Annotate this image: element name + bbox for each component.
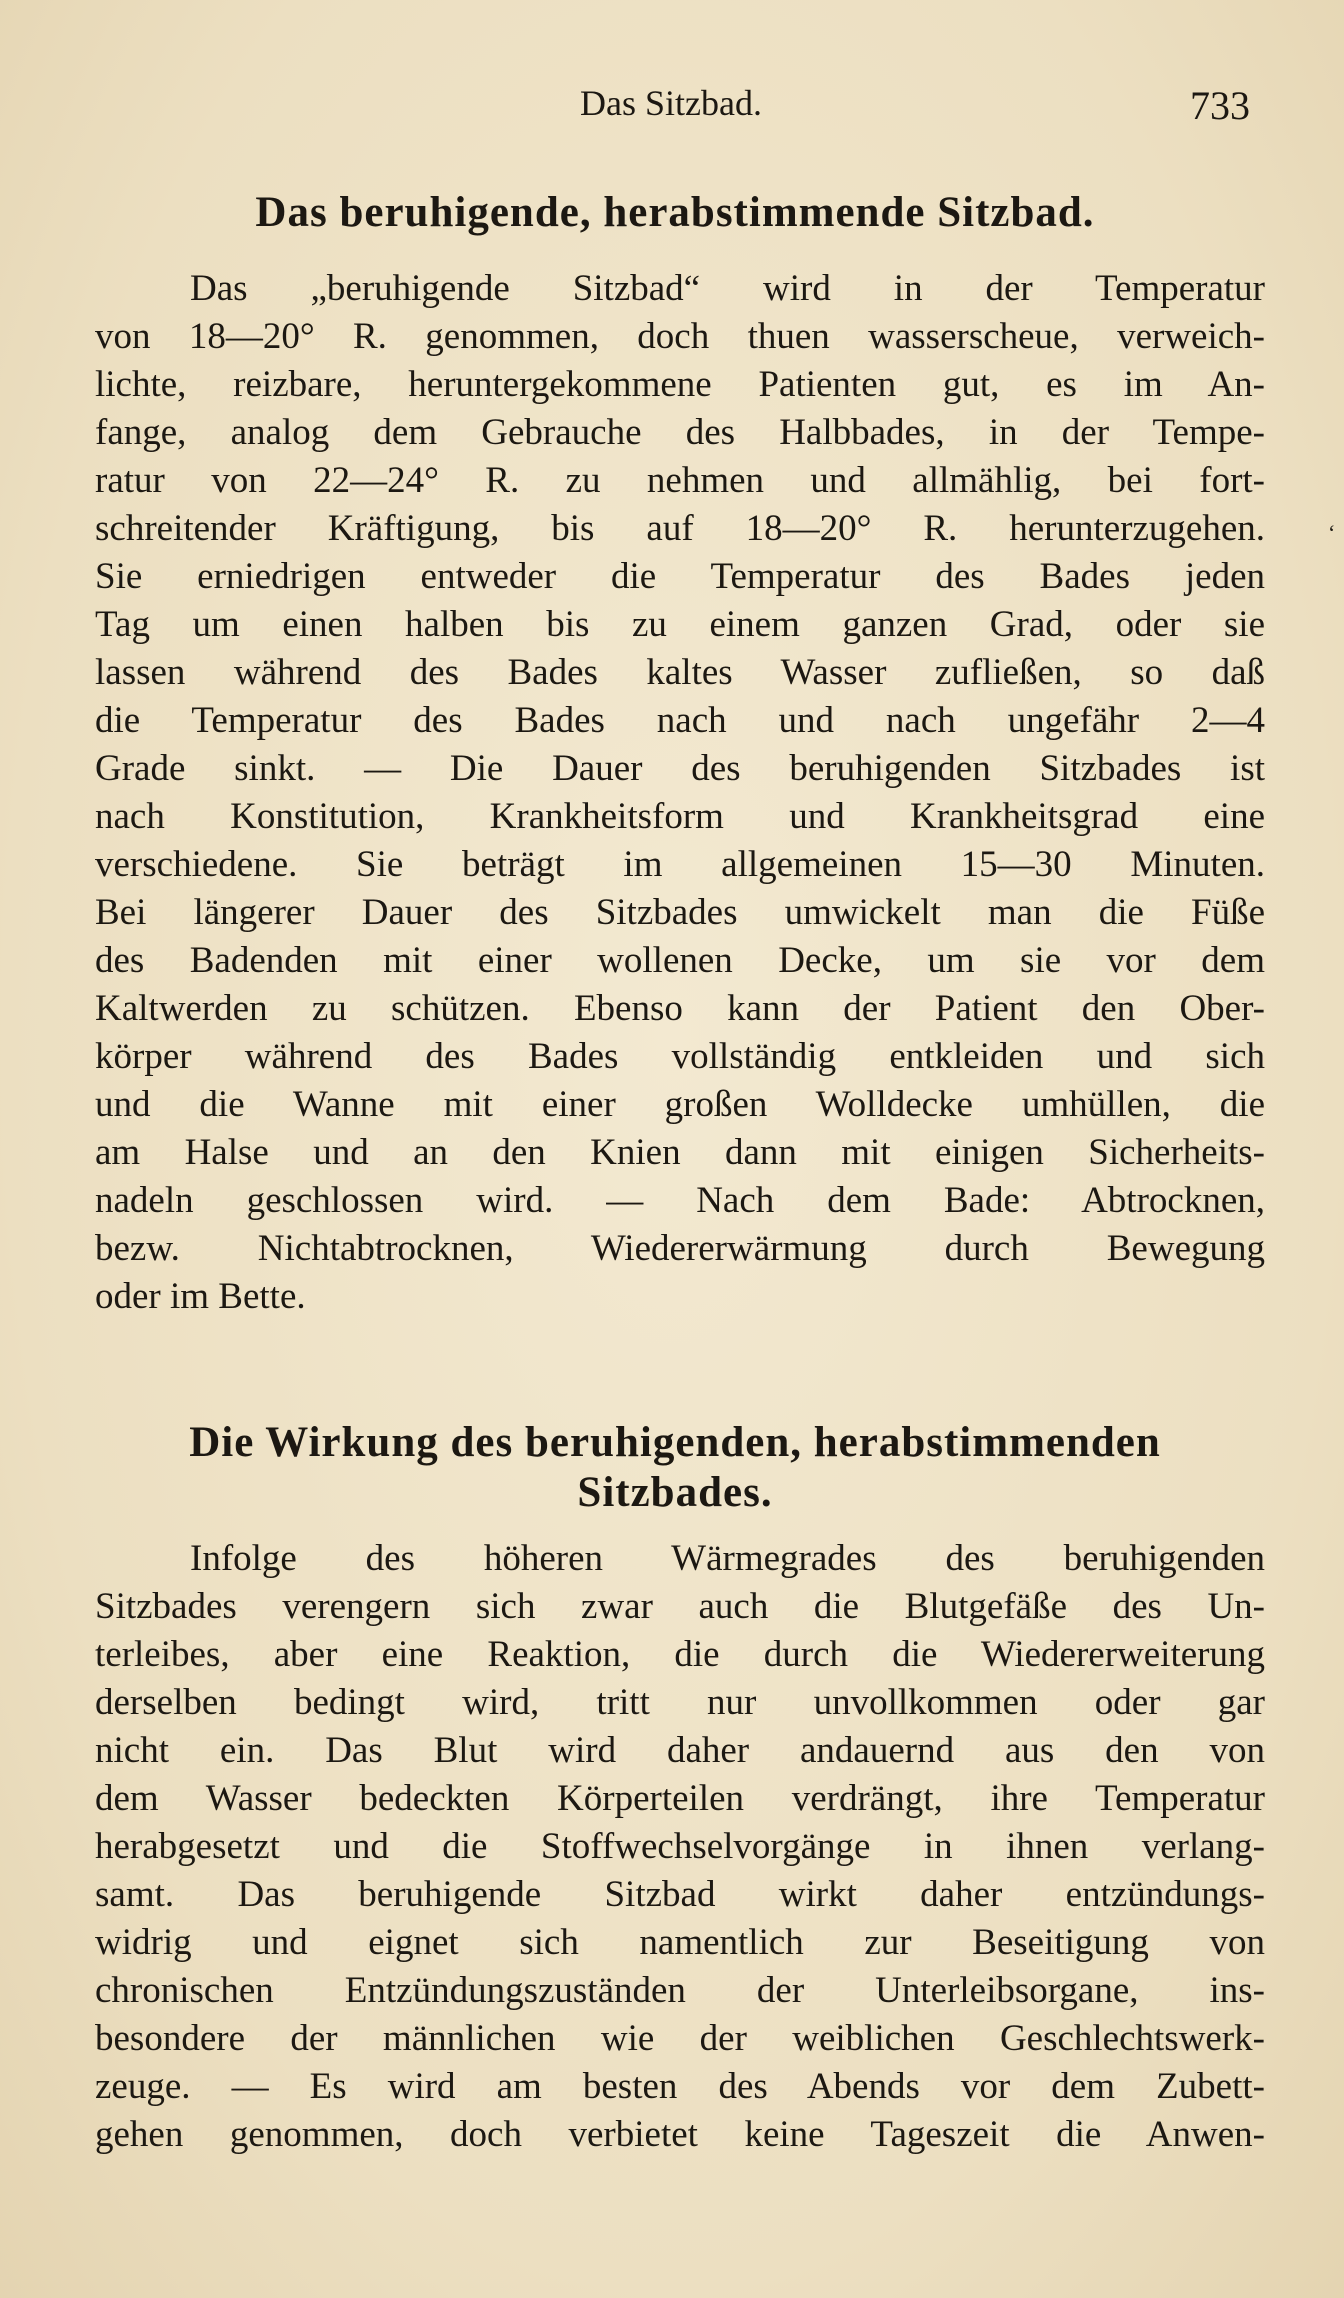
text-line: Infolge des höheren Wärmegrades des beruhigenden — [190, 1538, 1265, 1579]
section-heading-2-line-2: Sitzbades. — [577, 1469, 773, 1516]
text-line: verschiedene. Sie beträgt im allgemeinen 15—30 Minuten. — [95, 844, 1265, 885]
text-line: die Temperatur des Bades nach und nach ungefähr 2—4 — [95, 700, 1265, 741]
text-line: und die Wanne mit einer großen Wolldecke umhüllen, die — [95, 1084, 1265, 1125]
page-number: 733 — [1190, 83, 1250, 128]
text-line: samt. Das beruhigende Sitzbad wirkt daher entzündungs- — [95, 1874, 1265, 1915]
text-line: am Halse und an den Knien dann mit einigen Sicherheits- — [95, 1132, 1265, 1173]
text-line: schreitender Kräftigung, bis auf 18—20° R. herunterzugehen. — [95, 508, 1265, 549]
text-line: Sie erniedrigen entweder die Temperatur des Bades jeden — [95, 556, 1265, 597]
text-line: Das „beruhigende Sitzbad“ wird in der Temperatur — [190, 268, 1265, 309]
text-line: dem Wasser bedeckten Körperteilen verdrängt, ihre Temperatur — [95, 1778, 1265, 1819]
text-line: Kaltwerden zu schützen. Ebenso kann der Patient den Ober- — [95, 988, 1265, 1029]
text-line: oder im Bette. — [95, 1276, 306, 1317]
text-line: zeuge. — Es wird am besten des Abends vor dem Zubett- — [95, 2066, 1265, 2107]
paragraph-1 — [95, 265, 1265, 1321]
text-line: Tag um einen halben bis zu einem ganzen Grad, oder sie — [95, 604, 1265, 645]
text-line: ratur von 22—24° R. zu nehmen und allmählig, bei fort- — [95, 460, 1265, 501]
text-line: des Badenden mit einer wollenen Decke, um sie vor dem — [95, 940, 1265, 981]
text-line: besondere der männlichen wie der weiblichen Geschlechtswerk- — [95, 2018, 1265, 2059]
running-head: Das Sitzbad. — [580, 83, 762, 123]
text-line: bezw. Nichtabtrocknen, Wiedererwärmung durch Bewegung — [95, 1228, 1265, 1269]
text-line: Grade sinkt. — Die Dauer des beruhigenden Sitzbades ist — [95, 748, 1265, 789]
section-heading-2-line-1: Die Wirkung des beruhigenden, herabstimmenden — [189, 1419, 1161, 1466]
text-line: Sitzbades verengern sich zwar auch die Blutgefäße des Un- — [95, 1586, 1265, 1627]
text-line: körper während des Bades vollständig entkleiden und sich — [95, 1036, 1265, 1077]
text-line: fange, analog dem Gebrauche des Halbbades, in der Tempe- — [95, 412, 1265, 453]
margin-mark: ‘ — [1328, 520, 1336, 545]
section-heading-2 — [95, 1418, 1255, 1518]
text-line: nadeln geschlossen wird. — Nach dem Bade: Abtrocknen, — [95, 1180, 1265, 1221]
text-line: lichte, reizbare, heruntergekommene Patienten gut, es im An- — [95, 364, 1265, 405]
text-line: nicht ein. Das Blut wird daher andauernd aus den von — [95, 1730, 1265, 1771]
text-line: terleibes, aber eine Reaktion, die durch die Wiedererweiterung — [95, 1634, 1265, 1675]
text-line: derselben bedingt wird, tritt nur unvollkommen oder gar — [95, 1682, 1265, 1723]
section-heading-1: Das beruhigende, herabstimmende Sitzbad. — [255, 189, 1095, 236]
text-line: gehen genommen, doch verbietet keine Tageszeit die Anwen- — [95, 2114, 1265, 2155]
text-line: von 18—20° R. genommen, doch thuen wasserscheue, verweich- — [95, 316, 1265, 357]
text-line: herabgesetzt und die Stoffwechselvorgänge in ihnen verlang- — [95, 1826, 1265, 1867]
text-line: widrig und eignet sich namentlich zur Beseitigung von — [95, 1922, 1265, 1963]
text-line: Bei längerer Dauer des Sitzbades umwickelt man die Füße — [95, 892, 1265, 933]
text-line: nach Konstitution, Krankheitsform und Krankheitsgrad eine — [95, 796, 1265, 837]
paragraph-2 — [95, 1535, 1265, 2159]
text-line: chronischen Entzündungszuständen der Unterleibsorgane, ins- — [95, 1970, 1265, 2011]
text-line: lassen während des Bades kaltes Wasser zufließen, so daß — [95, 652, 1265, 693]
